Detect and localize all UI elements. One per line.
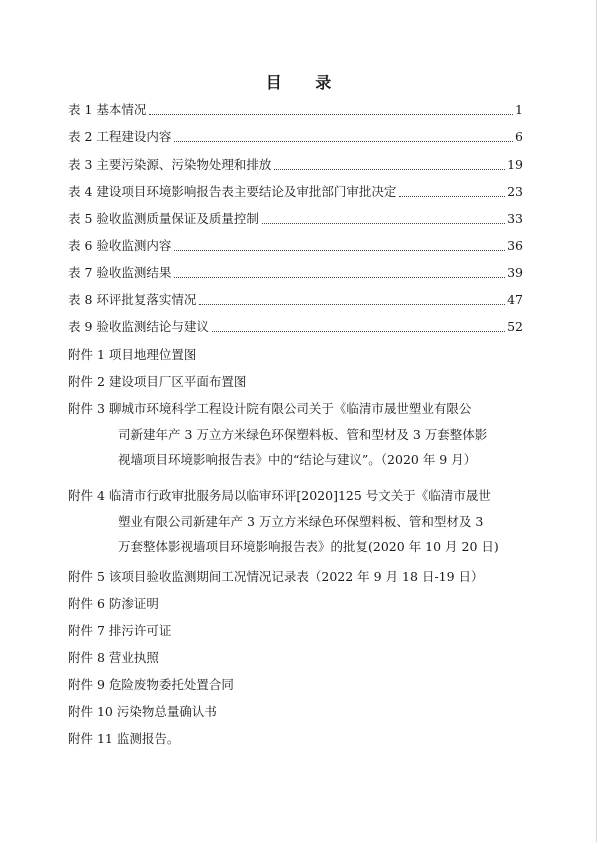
toc-entry-label: 表 3 主要污染源、污染物处理和排放 — [68, 157, 272, 172]
appendix-item-7: 附件 7 排污许可证 — [68, 623, 172, 638]
toc-leader-dots — [199, 303, 505, 305]
appendix-item-3-line-2: 司新建年产 3 万立方米绿色环保塑料板、管和型材及 3 万套整体影 — [118, 426, 488, 442]
appendix-item-10: 附件 10 污染物总量确认书 — [68, 704, 217, 719]
toc-leader-dots — [174, 249, 505, 251]
toc-entry-8[interactable] — [68, 291, 523, 309]
toc-leader-dots — [212, 330, 505, 332]
appendix-item-4-line-1: 附件 4 临清市行政审批服务局以临审环评[2020]125 号文关于《临清市晟世 — [68, 488, 491, 503]
toc-entry-label: 表 9 验收监测结论与建议 — [68, 319, 209, 334]
appendix-item-9: 附件 9 危险废物委托处置合同 — [68, 677, 234, 692]
appendix-item-4 — [68, 483, 530, 560]
toc-entry-page: 6 — [515, 129, 523, 144]
toc-entry-2[interactable] — [68, 128, 523, 146]
toc-entry-1[interactable] — [68, 101, 523, 119]
toc-leader-dots — [262, 222, 505, 224]
toc-entry-5[interactable] — [68, 210, 523, 228]
toc-entry-page: 19 — [507, 157, 523, 172]
toc-entry-page: 39 — [507, 265, 523, 280]
toc-entry-9[interactable] — [68, 318, 523, 336]
appendix-item-3-line-1: 附件 3 聊城市环境科学工程设计院有限公司关于《临清市晟世塑业有限公 — [68, 401, 472, 416]
toc-leader-dots — [274, 168, 505, 170]
toc-entry-label: 表 5 验收监测质量保证及质量控制 — [68, 211, 259, 226]
toc-entry-7[interactable] — [68, 264, 523, 282]
toc-entry-6[interactable] — [68, 237, 523, 255]
appendix-item-4-line-2: 塑业有限公司新建年产 3 万立方米绿色环保塑料板、管和型材及 3 — [118, 513, 484, 529]
page-title: 目 录 — [265, 73, 346, 92]
toc-entry-label: 表 7 验收监测结果 — [68, 265, 172, 280]
toc-entry-page: 23 — [507, 184, 523, 199]
toc-leader-dots — [174, 140, 513, 142]
toc-entry-page: 47 — [507, 292, 523, 307]
appendix-item-5: 附件 5 该项目验收监测期间工况情况记录表（2022 年 9 月 18 日-19 日） — [68, 569, 484, 584]
toc-entry-3[interactable] — [68, 156, 523, 174]
toc-entry-4[interactable] — [68, 183, 523, 201]
appendix-item-4-line-3: 万套整体影视墙项目环境影响报告表》的批复(2020 年 10 月 20 日) — [118, 539, 499, 554]
appendix-item-1: 附件 1 项目地理位置图 — [68, 347, 197, 362]
toc-entry-page: 52 — [507, 319, 523, 334]
toc-entry-page: 33 — [507, 211, 523, 226]
appendix-item-8: 附件 8 营业执照 — [68, 650, 159, 665]
toc-entry-label: 表 4 建设项目环境影响报告表主要结论及审批部门审批决定 — [68, 184, 397, 199]
toc-entry-label: 表 8 环评批复落实情况 — [68, 292, 197, 307]
appendix-item-3 — [68, 396, 530, 473]
appendix-item-2: 附件 2 建设项目厂区平面布置图 — [68, 374, 247, 389]
toc-entry-page: 1 — [515, 102, 523, 117]
appendix-item-11: 附件 11 监测报告。 — [68, 731, 180, 746]
toc-entry-label: 表 6 验收监测内容 — [68, 238, 172, 253]
toc-leader-dots — [149, 113, 513, 115]
appendix-item-3-line-3: 视墙项目环境影响报告表》中的“结论与建议”。（2020 年 9 月） — [118, 452, 477, 467]
toc-leader-dots — [399, 195, 505, 197]
toc-entry-label: 表 1 基本情况 — [68, 102, 147, 117]
toc-entry-label: 表 2 工程建设内容 — [68, 129, 172, 144]
toc-entry-page: 36 — [507, 238, 523, 253]
toc-leader-dots — [174, 276, 505, 278]
appendix-item-6: 附件 6 防渗证明 — [68, 596, 159, 611]
